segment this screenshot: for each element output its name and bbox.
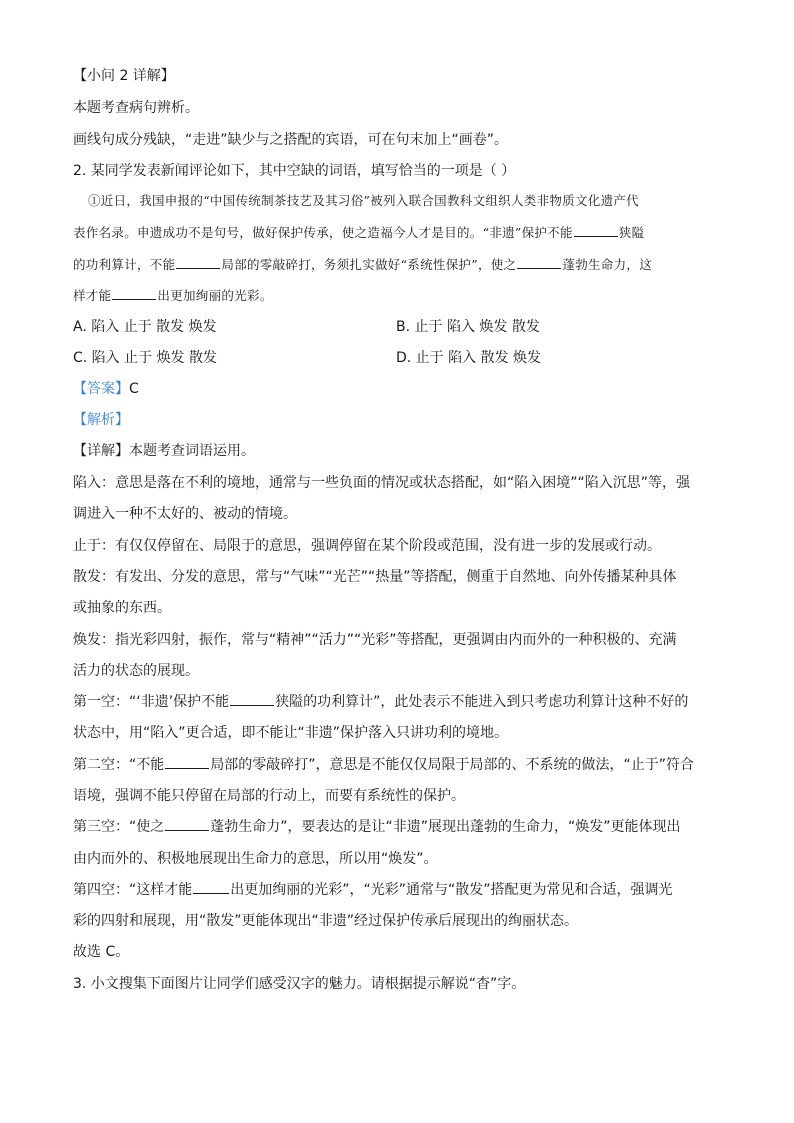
detail-line <box>73 692 688 712</box>
detail-text: 第四空：“这样才能 <box>73 882 193 898</box>
option-c: C. 陷入 止于 焕发 散发 <box>73 350 218 366</box>
section-heading: 【小问 2 详解】 <box>73 68 175 84</box>
detail-line: 由内而外的、积极地展现出生命力的意思，所以用“焕发”。 <box>73 851 438 867</box>
detail-line <box>73 755 694 775</box>
detail-line: 语境，强调不能只停留在局部的行动上，而要有系统性的保护。 <box>73 788 465 804</box>
detail-line: 或抽象的东西。 <box>73 600 171 616</box>
detail-line: 止于：有仅仅停留在、局限于的意思，强调停留在某个阶段或范围，没有进一步的发展或行动。 <box>73 538 661 554</box>
passage-line <box>73 286 273 306</box>
question-stem: 3. 小文搜集下面图片让同学们感受汉字的魅力。请根据提示解说“杳”字。 <box>73 976 526 992</box>
detail-line: 散发：有发出、分发的意思，常与“气味”“光芒”“热量”等搭配，侧重于自然地、向外传播某种具体 <box>73 569 677 585</box>
passage-text: 蓬勃生命力，这 <box>562 257 652 272</box>
passage-line: ①近日，我国申报的“中国传统制茶技艺及其习俗”被列入联合国教科文组织人类非物质文化遗产代 <box>88 193 639 208</box>
answer-value: C <box>129 381 139 397</box>
blank-line <box>517 256 561 269</box>
answer-label: 【答案】 <box>73 381 129 397</box>
detail-text: 第一空：“‘非遗’保护不能 <box>73 694 230 710</box>
blank-line <box>165 818 209 831</box>
analysis-label: 【解析】 <box>73 412 129 428</box>
option-b: B. 止于 陷入 焕发 散发 <box>396 319 540 335</box>
passage-text: 样才能 <box>73 288 112 303</box>
detail-line <box>73 817 681 837</box>
detail-text: 蓬勃生命力”，要表达的是让“非遗”展现出蓬勃的生命力，“焕发”更能体现出 <box>210 819 681 835</box>
section-line: 画线句成分残缺，“走进”缺少与之搭配的宾语，可在句末加上“画卷”。 <box>73 132 509 148</box>
passage-text: 表作名录。申遗成功不是句号，做好保护传承，使之造福今人才是目的。“非遗”保护不能 <box>73 225 573 240</box>
detail-text: 出更加绚丽的光彩”，“光彩”通常与“散发”搭配更为常见和合适，强调光 <box>230 882 673 898</box>
detail-text: 狭隘的功利算计”，此处表示不能进入到只考虑功利算计这种不好的 <box>275 694 689 710</box>
detail-line: 焕发：指光彩四射，振作，常与“精神”“活力”“光彩”等搭配，更强调由内而外的一种积极的、充满 <box>73 632 677 648</box>
detail-line: 彩的四射和展现，用“散发”更能体现出“非遗”经过保护传承后展现出的绚丽状态。 <box>73 913 579 929</box>
blank-line <box>574 224 618 237</box>
option-d: D. 止于 陷入 散发 焕发 <box>396 350 542 366</box>
detail-line: 故选 C。 <box>73 944 130 960</box>
passage-text: 局部的零敲碎打，务须扎实做好“系统性保护”，使之 <box>221 257 517 272</box>
blank-line <box>193 881 229 894</box>
option-a: A. 陷入 止于 散发 焕发 <box>73 319 217 335</box>
detail-line: 陷入：意思是落在不利的境地，通常与一些负面的情况或状态搭配，如“陷入困境”“陷入沉思”等，强 <box>73 475 691 491</box>
question-stem: 2. 某同学发表新闻评论如下，其中空缺的词语，填写恰当的一项是（ ） <box>73 163 516 179</box>
blank-line <box>230 693 274 706</box>
detail-line: 调进入一种不太好的、被动的情境。 <box>73 506 297 522</box>
detail-text: 第二空：“不能 <box>73 757 165 773</box>
detail-text: 局部的零敲碎打”，意思是不能仅仅局限于局部的、不系统的做法，“止于”符合 <box>210 757 695 773</box>
detail-line: 活力的状态的展现。 <box>73 663 199 679</box>
blank-line <box>176 256 220 269</box>
answer-line <box>73 379 139 399</box>
passage-text: 狭隘 <box>618 225 645 240</box>
detail-line: 状态中，用“陷入”更合适，即不能让“非遗”保护落入只讲功利的境地。 <box>73 725 509 741</box>
detail-line: 【详解】本题考查词语运用。 <box>73 443 255 459</box>
passage-text: 出更加绚丽的光彩。 <box>157 288 273 303</box>
detail-text: 第三空：“使之 <box>73 819 165 835</box>
section-line: 本题考查病句辨析。 <box>73 100 199 116</box>
passage-line <box>73 255 652 275</box>
passage-line <box>73 223 644 243</box>
blank-line <box>165 756 209 769</box>
detail-line <box>73 880 673 900</box>
blank-line <box>112 287 156 300</box>
passage-text: 的功利算计，不能 <box>73 257 176 272</box>
